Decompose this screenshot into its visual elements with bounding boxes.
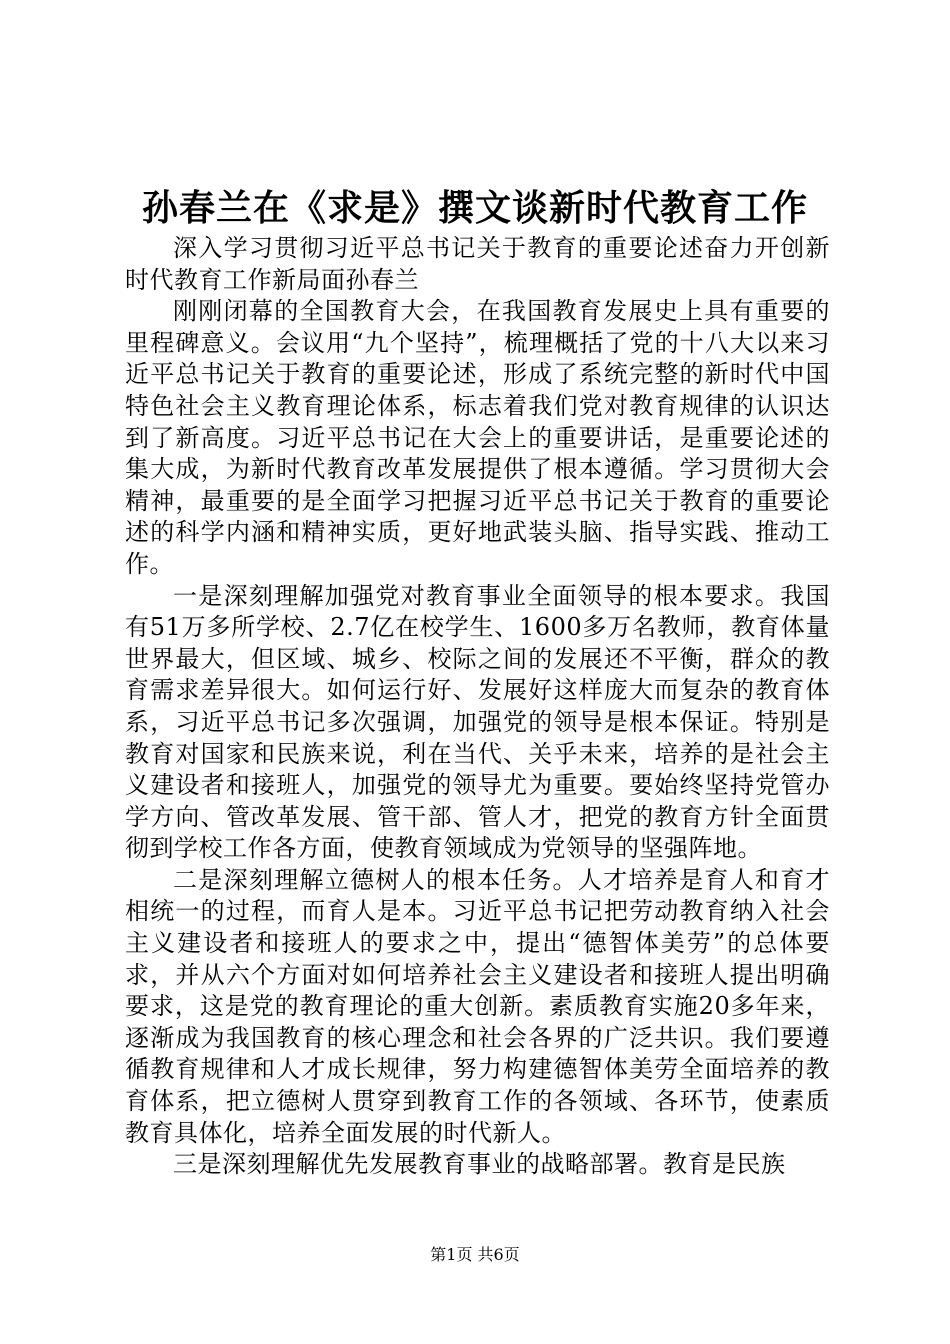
paragraph-intro: 刚刚闭幕的全国教育大会，在我国教育发展史上具有重要的里程碑意义。会议用“九个坚持”，梳理概括了党的十八大以来习近平总书记关于教育的重要论述，形成了系统完整的新时代中国特色社会主义教育理论体系，标志着我们党对教育规律的认识达到了新高度。习近平总书记在大会上的重要讲话，是重要论述的集大成，为新时代教育改革发展提供了根本遵循。学习贯彻大会精神，最重要的是全面学习把握习近平总书记关于教育的重要论述的科学内涵和精神实质，更好地武装头脑、指导实践、推动工作。	[125, 297, 830, 578]
document-title: 孙春兰在《求是》撰文谈新时代教育工作	[141, 187, 808, 229]
paragraph-point-three: 三是深刻理解优先发展教育事业的战略部署。教育是民族	[173, 1150, 786, 1179]
paragraph-point-two: 二是深刻理解立德树人的根本任务。人才培养是育人和育才相统一的过程，而育人是本。习近平总书记把劳动教育纳入社会主义建设者和接班人的要求之中，提出“德智体美劳”的总体要求，并从六个方面对如何培养社会主义建设者和接班人提出明确要求，这是党的教育理论的重大创新。素质教育实施20多年来，逐渐成为我国教育的核心理念和社会各界的广泛共识。我们要遵循教育规律和人才成长规律，努力构建德智体美劳全面培养的教育体系，把立德树人贯穿到教育工作的各领域、各环节，使素质教育具体化，培养全面发展的时代新人。	[125, 865, 830, 1147]
paragraph-point-one: 一是深刻理解加强党对教育事业全面领导的根本要求。我国有51万多所学校、2.7亿在校学生、1600多万名教师，教育体量世界最大，但区域、城乡、校际之间的发展还不平衡，群众的教育需求差异很大。如何运行好、发展好这样庞大而复杂的教育体系，习近平总书记多次强调，加强党的领导是根本保证。特别是教育对国家和民族来说，利在当代、关乎未来，培养的是社会主义建设者和接班人，加强党的领导尤为重要。要始终坚持党管办学方向、管改革发展、管干部、管人才，把党的教育方针全面贯彻到学校工作各方面，使教育领域成为党领导的坚强阵地。	[125, 581, 830, 863]
document-body	[125, 233, 830, 1181]
paragraph-subtitle: 深入学习贯彻习近平总书记关于教育的重要论述奋力开创新时代教育工作新局面孙春兰	[125, 234, 830, 294]
page-number-footer: 第1页 共6页	[430, 1245, 520, 1264]
